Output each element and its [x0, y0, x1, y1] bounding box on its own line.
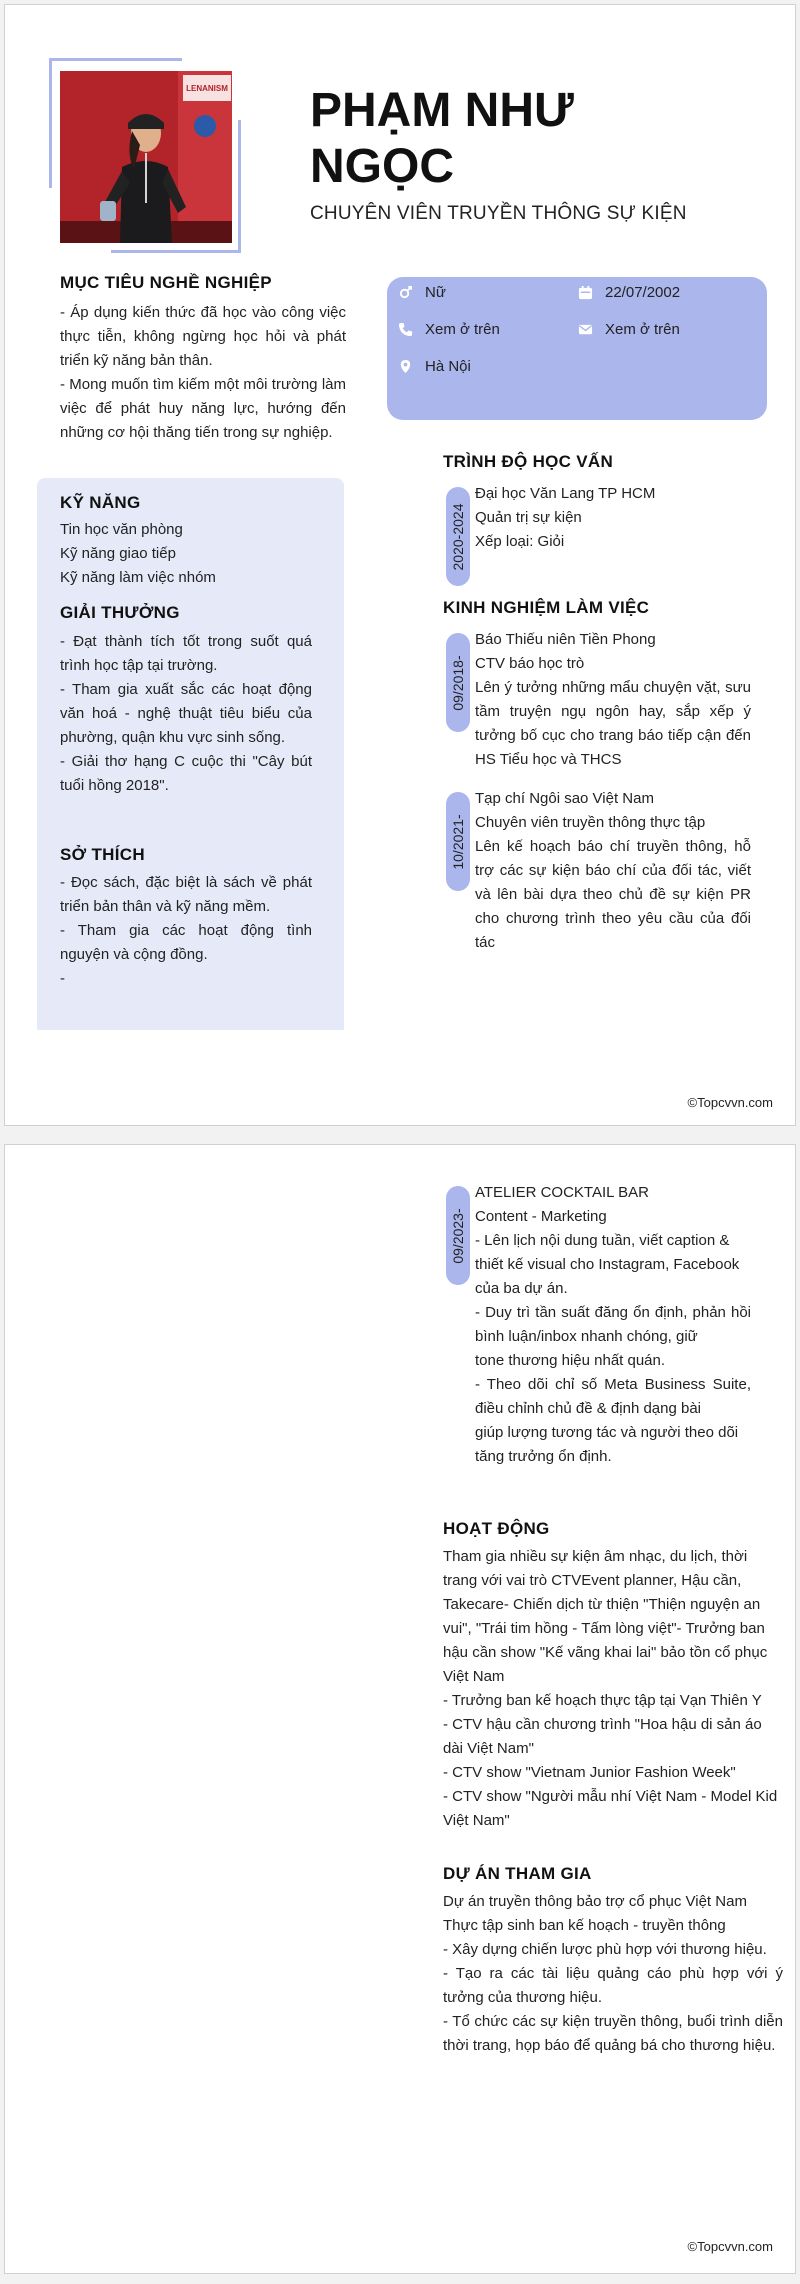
job-line: - Lên lịch nội dung tuần, viết caption & thiết kế visual cho Instagram, Facebook của ba dự án. — [475, 1232, 740, 1297]
awards-list — [60, 630, 312, 798]
job-line: giúp lượng tương tác và người theo dõi tăng trưởng ổn định. — [475, 1424, 739, 1465]
photo-frame-back-side — [49, 58, 52, 188]
job-period-pill — [446, 1186, 470, 1285]
email-icon — [578, 322, 593, 337]
calendar-icon — [578, 285, 593, 300]
location-pin-icon — [398, 359, 413, 374]
profile-photo — [60, 71, 232, 243]
phone-value: Xem ở trên — [425, 321, 500, 338]
birthday-value: 22/07/2002 — [605, 284, 681, 301]
phone-icon — [398, 322, 413, 337]
skills-list — [60, 518, 340, 590]
job-period: 10/2021- — [450, 813, 466, 870]
photo-frame-back — [49, 58, 182, 61]
award-item: - Đạt thành tích tốt trong suốt quá trình học tập tại trường. — [60, 633, 312, 674]
phone-item — [398, 321, 500, 338]
name-line-2: NGỌC — [310, 140, 454, 193]
location-value: Hà Nội — [425, 358, 471, 375]
photo-frame-front-right — [238, 120, 241, 253]
projects-list — [443, 1890, 783, 2058]
job-line: tone thương hiệu nhất quán. — [475, 1352, 666, 1369]
full-name — [310, 83, 750, 195]
skill-item: Kỹ năng giao tiếp — [60, 545, 176, 562]
job-role: Content - Marketing — [475, 1208, 607, 1225]
experience-heading: KINH NGHIỆM LÀM VIỆC — [443, 598, 650, 617]
job-line: - Duy trì tần suất đăng ổn định, phản hồi bình luận/inbox nhanh chóng, giữ — [475, 1304, 751, 1345]
job-description: Lên kế hoạch báo chí truyền thông, hỗ trợ các sự kiện báo chí của đối tác, viết và lên bài dựa theo chủ đề sự kiện PR cho chương trình theo yêu cầu của đối tác — [475, 838, 751, 951]
objective-line: - Mong muốn tìm kiếm một môi trường làm việc để phát huy năng lực, hướng đến những cơ hội thăng tiến trong sự nghiệp. — [60, 376, 346, 441]
cv-page-1 — [4, 4, 796, 1126]
hobby-item: - Tham gia các hoạt động tình nguyện và cộng đồng. — [60, 922, 312, 963]
projects-heading: DỰ ÁN THAM GIA — [443, 1864, 592, 1883]
education-school: Đại học Văn Lang TP HCM — [475, 485, 656, 502]
awards-heading: GIẢI THƯỞNG — [60, 603, 180, 622]
activity-line: - Trưởng ban kế hoạch thực tập tại Vạn Thiên Y — [443, 1692, 762, 1709]
location-item — [398, 358, 471, 375]
award-item: - Tham gia xuất sắc các hoạt động văn hoá - nghệ thuật tiêu biểu của phường, quận khu vực sinh sống. — [60, 681, 312, 746]
footer-credit: ©Topcvvn.com — [687, 1095, 773, 1110]
job-role: Chuyên viên truyền thông thực tập — [475, 814, 706, 831]
skill-item: Kỹ năng làm việc nhóm — [60, 569, 216, 586]
gender-value: Nữ — [425, 284, 446, 301]
skill-item: Tin học văn phòng — [60, 521, 183, 538]
job-company: Tạp chí Ngôi sao Việt Nam — [475, 790, 654, 807]
email-value: Xem ở trên — [605, 321, 680, 338]
job-entry — [475, 1181, 751, 1469]
activities-heading: HOẠT ĐỘNG — [443, 1519, 550, 1538]
job-role: CTV báo học trò — [475, 655, 585, 672]
photo-sign-text: LENANISM — [186, 84, 228, 93]
job-period: 09/2018- — [450, 654, 466, 711]
job-period: 09/2023- — [450, 1207, 466, 1264]
objective-text — [60, 301, 346, 445]
activity-line: - CTV show "Vietnam Junior Fashion Week" — [443, 1764, 736, 1781]
job-line: - Theo dõi chỉ số Meta Business Suite, điều chỉnh chủ đề & định dạng bài — [475, 1376, 751, 1417]
hobbies-heading: SỞ THÍCH — [60, 845, 145, 864]
cv-page-2 — [4, 1144, 796, 2274]
job-entry — [475, 628, 751, 772]
gender-icon — [398, 285, 413, 300]
job-description: Lên ý tưởng những mẩu chuyện vặt, sưu tầm truyện ngụ ngôn hay, sắp xếp ý tưởng bố cục cho trang báo tiếp cận đến HS Tiểu học và THCS — [475, 679, 751, 768]
activity-line: - CTV hậu cần chương trình "Hoa hậu di sản áo dài Việt Nam" — [443, 1716, 762, 1757]
project-line: - Tổ chức các sự kiện truyền thông, buổi trình diễn thời trang, họp báo để quảng bá cho thương hiệu. — [443, 2013, 783, 2054]
education-details — [475, 482, 755, 554]
education-period: 2020-2024 — [450, 503, 466, 570]
job-period-pill — [446, 792, 470, 891]
activity-line: - CTV show "Người mẫu nhí Việt Nam - Model Kid Việt Nam" — [443, 1788, 778, 1829]
hobby-item: - Đọc sách, đặc biệt là sách về phát triển bản thân và kỹ năng mềm. — [60, 874, 312, 915]
job-company: ATELIER COCKTAIL BAR — [475, 1184, 649, 1201]
education-period-pill — [446, 487, 470, 586]
name-line-1: PHẠM NHƯ — [310, 84, 574, 137]
objective-line: - Áp dụng kiến thức đã học vào công việc thực tiễn, không ngừng học hỏi và phát triển kỹ năng bản thân. — [60, 304, 346, 369]
education-major: Quản trị sự kiện — [475, 509, 582, 526]
project-line: Dự án truyền thông bảo trợ cổ phục Việt Nam — [443, 1893, 747, 1910]
footer-credit: ©Topcvvn.com — [687, 2239, 773, 2254]
job-entry — [475, 787, 751, 955]
hobbies-list — [60, 871, 312, 991]
activity-line: Tham gia nhiều sự kiện âm nhạc, du lịch, thời trang với vai trò CTVEvent planner, Hậu cần, Takecare- Chiến dịch từ thiện "Thiện nguyện an vui", "Trái tim hồng - Tấm lòng việt"- Trưởng ban hậu cần show "Kế vãng khai lai" bảo tồn cổ phục Việt Nam — [443, 1548, 768, 1685]
activities-list — [443, 1545, 783, 1833]
gender-item — [398, 284, 446, 301]
award-item: - Giải thơ hạng C cuộc thi "Cây bút tuổi hồng 2018". — [60, 753, 312, 794]
hobby-item: - — [60, 970, 65, 987]
education-grade: Xếp loại: Giỏi — [475, 533, 565, 550]
email-item — [578, 321, 680, 338]
project-line: Thực tập sinh ban kế hoạch - truyền thông — [443, 1917, 726, 1934]
photo-frame-front-bottom — [111, 250, 241, 253]
job-company: Báo Thiếu niên Tiền Phong — [475, 631, 656, 648]
job-title: CHUYÊN VIÊN TRUYỀN THÔNG SỰ KIỆN — [310, 203, 687, 224]
job-period-pill — [446, 633, 470, 732]
objective-heading: MỤC TIÊU NGHỀ NGHIỆP — [60, 273, 272, 292]
birthday-item — [578, 284, 680, 301]
project-line: - Tạo ra các tài liệu quảng cáo phù hợp với ý tưởng của thương hiệu. — [443, 1965, 783, 2006]
skills-heading: KỸ NĂNG — [60, 493, 141, 512]
education-heading: TRÌNH ĐỘ HỌC VẤN — [443, 452, 614, 471]
project-line: - Xây dựng chiến lược phù hợp với thương hiệu. — [443, 1941, 767, 1958]
